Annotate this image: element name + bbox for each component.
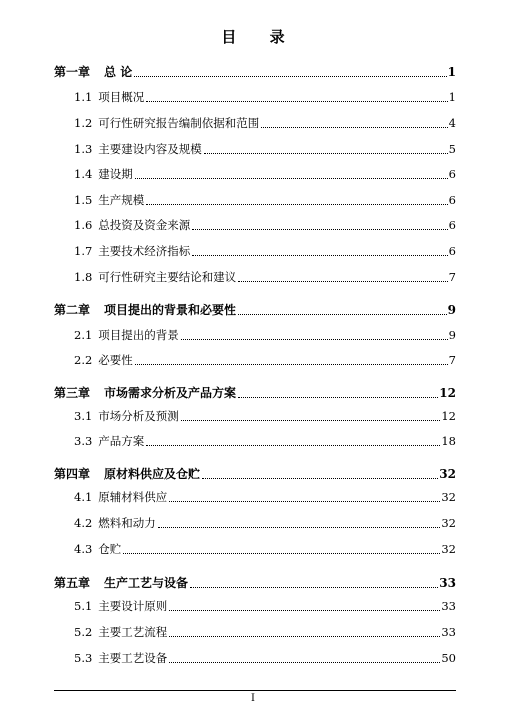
toc-chapter-row[interactable]: [54, 575, 456, 591]
toc-entry-number: 4.3: [74, 542, 93, 556]
toc-dot-leader: [169, 636, 440, 637]
toc-entry-page: 5: [448, 142, 456, 156]
toc-section-row[interactable]: [74, 352, 456, 368]
toc-entry-title: 仓贮: [98, 542, 122, 556]
page-number: I: [251, 693, 255, 704]
toc-entry-title: 生产规模: [98, 193, 145, 207]
toc-entry-number: 第三章: [54, 386, 91, 400]
toc-dot-leader: [146, 204, 447, 205]
toc-section-row[interactable]: [74, 433, 456, 449]
toc-entry-number: 第四章: [54, 467, 91, 481]
toc-entry-number: 3.3: [74, 434, 93, 448]
toc-entry-title: 必要性: [98, 353, 133, 367]
toc-entry-number: 2.2: [74, 353, 93, 367]
toc-dot-leader: [202, 478, 438, 479]
toc-entry-number: 1.4: [74, 167, 93, 181]
toc-entry-title: 燃料和动力: [98, 516, 156, 530]
toc-entry-page: 33: [441, 625, 456, 639]
toc-section-row[interactable]: [74, 115, 456, 131]
toc-section-row[interactable]: [74, 327, 456, 343]
toc-entry-number: 2.1: [74, 328, 93, 342]
toc-entry-title: 市场分析及预测: [98, 409, 179, 423]
toc-entry-number: 1.2: [74, 116, 93, 130]
toc-chapter-row[interactable]: [54, 302, 456, 318]
toc-entry-page: 7: [448, 270, 456, 284]
toc-entry-number: 第二章: [54, 303, 91, 317]
toc-entry-number: 5.1: [74, 599, 93, 613]
toc-section-row[interactable]: [74, 598, 456, 614]
toc-dot-leader: [169, 610, 440, 611]
toc-dot-leader: [135, 178, 448, 179]
toc-section-row[interactable]: [74, 624, 456, 640]
toc-entry-number: 1.5: [74, 193, 93, 207]
toc-dot-leader: [123, 553, 440, 554]
toc-entry-title: 主要建设内容及规模: [98, 142, 202, 156]
toc-entry-page: 9: [448, 328, 456, 342]
toc-entry-title: 总投资及资金来源: [98, 218, 191, 232]
toc-section-row[interactable]: [74, 166, 456, 182]
toc-entry-title: 原材料供应及仓贮: [104, 467, 201, 481]
toc-dot-leader: [181, 420, 441, 421]
toc-dot-leader: [169, 501, 440, 502]
toc-dot-leader: [204, 153, 448, 154]
toc-entry-title: 项目提出的背景和必要性: [104, 303, 237, 317]
toc-entry-page: 6: [448, 193, 456, 207]
toc-entry-number: 1.7: [74, 244, 93, 258]
toc-chapter-row[interactable]: [54, 466, 456, 482]
toc-entry-page: 7: [448, 353, 456, 367]
toc-entry-number: 1.8: [74, 270, 93, 284]
toc-section-row[interactable]: [74, 141, 456, 157]
toc-entry-page: 32: [441, 542, 456, 556]
page-title: 目 录: [221, 28, 299, 46]
toc-entry-number: 5.3: [74, 651, 93, 665]
toc-entry-page: 18: [441, 434, 456, 448]
toc-entry-page: 6: [448, 244, 456, 258]
toc-dot-leader: [192, 255, 447, 256]
toc-section-row[interactable]: [74, 408, 456, 424]
toc-section-row[interactable]: [74, 89, 456, 105]
toc-entry-title: 项目概况: [98, 90, 145, 104]
toc-entry-title: 主要设计原则: [98, 599, 168, 613]
toc-entry-page: 32: [441, 490, 456, 504]
toc-entry-number: 5.2: [74, 625, 93, 639]
toc-entry-title: 主要工艺流程: [98, 625, 168, 639]
toc-section-row[interactable]: [74, 217, 456, 233]
toc-entry-number: 4.2: [74, 516, 93, 530]
toc-entry-title: 总 论: [104, 65, 133, 79]
toc-entry-page: 1: [448, 90, 456, 104]
toc-dot-leader: [146, 445, 440, 446]
toc-entry-title: 主要工艺设备: [98, 651, 168, 665]
toc-dot-leader: [190, 587, 438, 588]
toc-dot-leader: [261, 127, 447, 128]
toc-entry-title: 生产工艺与设备: [104, 576, 189, 590]
toc-entry-title: 可行性研究报告编制依据和范围: [98, 116, 260, 130]
toc-entry-number: 4.1: [74, 490, 93, 504]
toc-dot-leader: [146, 101, 447, 102]
toc-dot-leader: [238, 281, 447, 282]
toc-entry-page: 1: [447, 65, 456, 79]
toc-entry-title: 主要技术经济指标: [98, 244, 191, 258]
toc-dot-leader: [158, 527, 441, 528]
footer-divider: [54, 690, 456, 691]
toc-entry-number: 1.6: [74, 218, 93, 232]
toc-section-row[interactable]: [74, 541, 456, 557]
toc-dot-leader: [135, 364, 448, 365]
toc-entry-title: 建设期: [98, 167, 133, 181]
toc-entry-page: 9: [447, 303, 456, 317]
toc-section-row[interactable]: [74, 243, 456, 259]
toc-section-row[interactable]: [74, 650, 456, 666]
toc-entry-page: 50: [441, 651, 456, 665]
toc-dot-leader: [192, 229, 447, 230]
toc-entry-page: 12: [439, 386, 456, 400]
toc-entry-title: 市场需求分析及产品方案: [104, 386, 237, 400]
toc-entry-title: 可行性研究主要结论和建议: [98, 270, 237, 284]
toc-entry-page: 6: [448, 167, 456, 181]
toc-entry-page: 33: [441, 599, 456, 613]
toc-entry-title: 项目提出的背景: [98, 328, 179, 342]
toc-section-row[interactable]: [74, 515, 456, 531]
toc-dot-leader: [238, 314, 447, 315]
toc-entry-page: 6: [448, 218, 456, 232]
toc-chapter-row[interactable]: [54, 385, 456, 401]
toc-entry-number: 1.3: [74, 142, 93, 156]
toc-entry-page: 33: [439, 576, 456, 590]
toc-entry-title: 产品方案: [98, 434, 145, 448]
toc-entry-number: 1.1: [74, 90, 93, 104]
toc-dot-leader: [181, 339, 448, 340]
toc-chapter-row[interactable]: [54, 64, 456, 80]
toc-dot-leader: [134, 76, 446, 77]
toc-entry-title: 原辅材料供应: [98, 490, 168, 504]
toc-entry-number: 第五章: [54, 576, 91, 590]
toc-dot-leader: [169, 662, 440, 663]
toc-dot-leader: [238, 397, 438, 398]
toc-entry-page: 32: [441, 516, 456, 530]
toc-section-row[interactable]: [74, 269, 456, 285]
toc-entry-number: 3.1: [74, 409, 93, 423]
toc-section-row[interactable]: [74, 192, 456, 208]
toc-entry-number: 第一章: [54, 65, 91, 79]
toc-entry-page: 12: [441, 409, 456, 423]
toc-entry-page: 4: [448, 116, 456, 130]
toc-section-row[interactable]: [74, 489, 456, 505]
toc-entry-page: 32: [439, 467, 456, 481]
